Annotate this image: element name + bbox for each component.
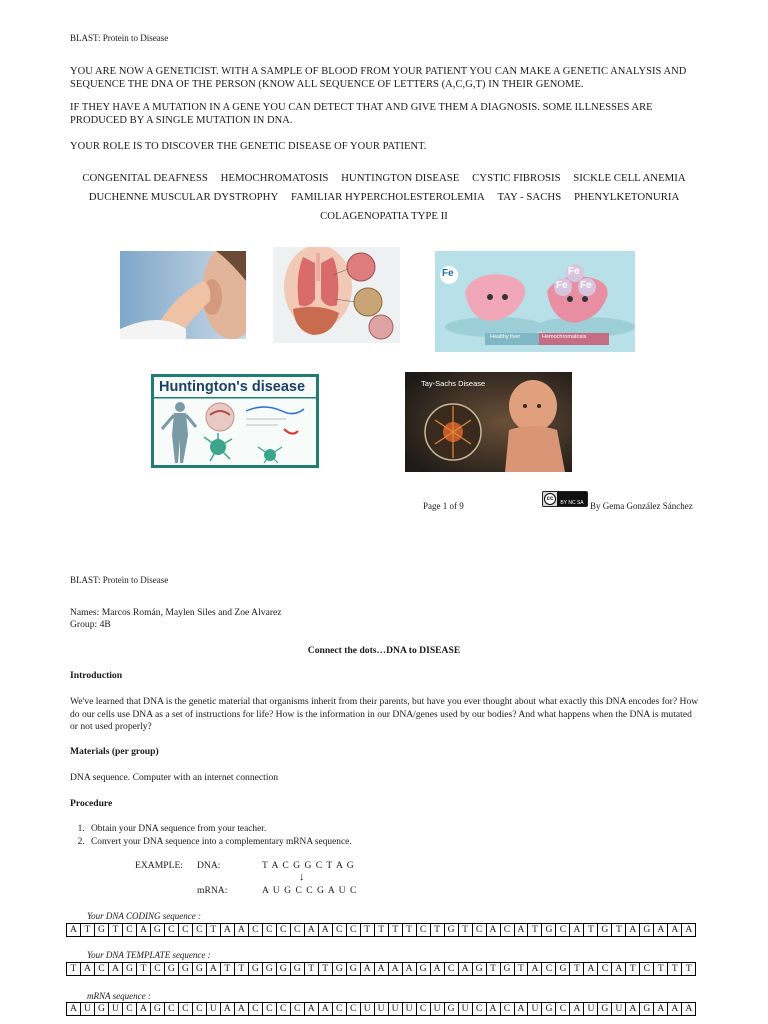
disease-item: PHENYLKETONURIA	[573, 191, 680, 203]
sequence-cell[interactable]: U	[81, 1003, 95, 1015]
sequence-cell[interactable]: T	[487, 963, 501, 975]
sequence-cell: C	[473, 924, 487, 936]
sequence-cell[interactable]: A	[375, 963, 389, 975]
sequence-cell: C	[123, 924, 137, 936]
hemochromatosis-label: Hemochromatosis	[542, 334, 587, 340]
sequence-cell[interactable]: T	[685, 963, 692, 974]
page-header: BLAST: Protein to Disease	[70, 33, 169, 43]
sequence-cell[interactable]: C	[95, 963, 109, 975]
tay-sachs-image	[405, 372, 572, 472]
procedure-step: 2. Convert your DNA sequence into a complementary mRNA sequence.	[87, 836, 352, 849]
huntington-image-title: Huntington's disease	[159, 379, 306, 395]
sequence-cell: T	[375, 924, 389, 936]
sequence-cell[interactable]: A	[487, 1003, 501, 1015]
template-sequence-label: Your DNA TEMPLATE sequence :	[87, 950, 211, 960]
sequence-cell[interactable]: A	[431, 963, 445, 975]
sequence-cell[interactable]: C	[151, 963, 165, 975]
sequence-cell[interactable]: G	[640, 1003, 654, 1015]
disease-item: COLAGENOPATIA TYPE II	[320, 210, 448, 222]
sequence-cell[interactable]: C	[263, 1003, 277, 1015]
sequence-cell: C	[263, 924, 277, 936]
hemochromatosis-image	[435, 251, 635, 352]
sequence-cell[interactable]: U	[375, 1003, 389, 1015]
sequence-cell[interactable]: A	[137, 1003, 151, 1015]
example-dna-sequence: T A C G G C T A G	[262, 860, 355, 871]
sequence-cell: A	[221, 924, 235, 936]
sequence-cell: C	[347, 924, 361, 936]
mrna-sequence-label: mRNA sequence :	[87, 991, 151, 1001]
page-header: BLAST: Protein to Disease	[70, 575, 169, 585]
healthy-liver-label: Healthy liver	[490, 334, 521, 340]
sequence-cell[interactable]: T	[654, 963, 668, 975]
sequence-cell: T	[81, 924, 95, 936]
sequence-cell[interactable]: A	[109, 963, 123, 975]
sequence-cell[interactable]: T	[67, 963, 81, 975]
sequence-cell: C	[556, 924, 570, 936]
fe-label: Fe	[580, 280, 592, 291]
sequence-cell[interactable]: C	[277, 1003, 291, 1015]
sequence-cell: G	[445, 924, 459, 936]
example-dna-label: DNA:	[197, 860, 221, 871]
materials-text: DNA sequence. Computer with an internet connection	[70, 772, 279, 783]
sequence-cell[interactable]: G	[333, 963, 347, 975]
sequence-cell[interactable]: G	[193, 963, 207, 975]
group-label: Group: 4B	[70, 619, 111, 630]
sequence-cell[interactable]: U	[528, 1003, 542, 1015]
coding-sequence-row	[66, 923, 696, 937]
sequence-cell: G	[640, 924, 654, 936]
disease-list-row-1	[70, 172, 698, 184]
disease-item: FAMILIAR HYPERCHOLESTEROLEMIA	[290, 191, 485, 203]
sequence-cell[interactable]: A	[221, 1003, 235, 1015]
sequence-cell: C	[291, 924, 305, 936]
fe-label: Fe	[442, 268, 454, 279]
disease-item: TAY - SACHS	[497, 191, 562, 203]
sequence-cell[interactable]: A	[528, 963, 542, 975]
sequence-cell[interactable]: G	[291, 963, 305, 975]
sequence-cell[interactable]: U	[207, 1003, 221, 1015]
coding-sequence-label: Your DNA CODING sequence :	[87, 911, 201, 921]
sequence-cell[interactable]: T	[319, 963, 333, 975]
disease-list-row-2	[70, 191, 698, 203]
sequence-cell[interactable]: U	[584, 1003, 598, 1015]
sequence-cell[interactable]: C	[473, 1003, 487, 1015]
disease-item: DUCHENNE MUSCULAR DYSTROPHY	[88, 191, 279, 203]
author-credit: By Gema González Sánchez	[590, 501, 693, 511]
sequence-cell[interactable]: C	[249, 1003, 263, 1015]
sequence-cell[interactable]: G	[179, 963, 193, 975]
sequence-cell: A	[319, 924, 333, 936]
sequence-cell[interactable]: G	[347, 963, 361, 975]
sequence-cell: A	[515, 924, 529, 936]
activity-title: Connect the dots…DNA to DISEASE	[307, 645, 461, 656]
sequence-cell: T	[584, 924, 598, 936]
sequence-cell: C	[193, 924, 207, 936]
cc-by-nc-sa-icon: cc BY NC SA	[542, 491, 588, 507]
sequence-cell[interactable]: T	[221, 963, 235, 975]
sequence-cell[interactable]: C	[556, 1003, 570, 1015]
sequence-cell[interactable]: T	[626, 963, 640, 975]
sequence-cell[interactable]: G	[151, 1003, 165, 1015]
intro-paragraph-3: YOUR ROLE IS TO DISCOVER THE GENETIC DISEASE OF YOUR PATIENT.	[70, 141, 427, 152]
sequence-cell[interactable]: C	[179, 1003, 193, 1015]
sequence-cell[interactable]: G	[542, 1003, 556, 1015]
sequence-cell[interactable]: A	[207, 963, 221, 975]
cystic-fibrosis-anatomy-image	[273, 247, 400, 343]
template-sequence-row[interactable]	[66, 962, 696, 976]
fe-label: Fe	[568, 266, 580, 277]
sequence-cell[interactable]: G	[123, 963, 137, 975]
sequence-cell[interactable]: G	[445, 1003, 459, 1015]
sequence-cell[interactable]: T	[668, 963, 682, 975]
intro-paragraph-2: IF THEY HAVE A MUTATION IN A GENE YOU CAN DETECT THAT AND GIVE THEM A DIAGNOSIS. SOME ILLNESSES ARE PRODUCED BY A SINGLE MUTATION IN DNA.	[70, 102, 653, 126]
sequence-cell[interactable]: C	[333, 1003, 347, 1015]
sequence-cell[interactable]: C	[598, 963, 612, 975]
sequence-cell[interactable]: A	[626, 1003, 640, 1015]
disease-item: HEMOCHROMATOSIS	[220, 172, 329, 184]
sequence-cell[interactable]: G	[556, 963, 570, 975]
deafness-ear-image	[120, 251, 246, 339]
sequence-cell: C	[249, 924, 263, 936]
disease-item: CONGENITAL DEAFNESS	[82, 172, 208, 184]
sequence-cell: G	[95, 924, 109, 936]
sequence-cell[interactable]: A	[515, 1003, 529, 1015]
disease-item: HUNTINGTON DISEASE	[341, 172, 460, 184]
procedure-heading: Procedure	[70, 798, 113, 809]
introduction-heading: Introduction	[70, 670, 123, 681]
sequence-cell[interactable]: C	[193, 1003, 207, 1015]
sequence-cell: A	[137, 924, 151, 936]
sequence-cell: T	[612, 924, 626, 936]
sequence-cell: A	[570, 924, 584, 936]
sequence-cell[interactable]: A	[459, 963, 473, 975]
sequence-cell: G	[151, 924, 165, 936]
sequence-cell[interactable]: A	[81, 963, 95, 975]
sequence-cell: A	[654, 924, 668, 936]
sequence-cell: G	[598, 924, 612, 936]
sequence-cell[interactable]: T	[137, 963, 151, 975]
sequence-cell[interactable]: C	[165, 1003, 179, 1015]
sequence-cell[interactable]: A	[612, 963, 626, 975]
sequence-cell: T	[361, 924, 375, 936]
sequence-cell[interactable]: G	[473, 963, 487, 975]
sequence-cell[interactable]: A	[668, 1003, 682, 1015]
sequence-cell[interactable]: C	[445, 963, 459, 975]
sequence-cell: T	[431, 924, 445, 936]
sequence-cell: G	[542, 924, 556, 936]
procedure-step: 1. Obtain your DNA sequence from your teacher.	[87, 823, 352, 836]
sequence-cell[interactable]: A	[654, 1003, 668, 1015]
sequence-cell: T	[459, 924, 473, 936]
fe-label: Fe	[556, 280, 568, 291]
sequence-cell[interactable]: T	[515, 963, 529, 975]
sequence-cell: A	[668, 924, 682, 936]
sequence-cell[interactable]: U	[389, 1003, 403, 1015]
disease-item: SICKLE CELL ANEMIA	[573, 172, 686, 184]
sequence-cell[interactable]: A	[305, 1003, 319, 1015]
sequence-cell[interactable]: G	[598, 1003, 612, 1015]
sequence-cell: A	[235, 924, 249, 936]
example-mrna-sequence: A U G C C G A U C	[262, 885, 358, 896]
sequence-cell[interactable]: T	[305, 963, 319, 975]
disease-list-row-3	[70, 210, 698, 222]
tay-sachs-image-title: Tay-Sachs Disease	[421, 379, 486, 388]
sequence-cell[interactable]: A	[389, 963, 403, 975]
sequence-cell: A	[487, 924, 501, 936]
sequence-cell: C	[165, 924, 179, 936]
sequence-cell: A	[626, 924, 640, 936]
sequence-cell[interactable]: T	[570, 963, 584, 975]
sequence-cell[interactable]: U	[361, 1003, 375, 1015]
sequence-cell: T	[528, 924, 542, 936]
mrna-sequence-row[interactable]	[66, 1002, 696, 1016]
sequence-cell: T	[109, 924, 123, 936]
sequence-cell[interactable]: U	[459, 1003, 473, 1015]
sequence-cell[interactable]: U	[431, 1003, 445, 1015]
materials-heading: Materials (per group)	[70, 746, 159, 757]
sequence-cell[interactable]: C	[291, 1003, 305, 1015]
sequence-cell[interactable]: T	[235, 963, 249, 975]
sequence-cell[interactable]: C	[542, 963, 556, 975]
sequence-cell[interactable]: C	[417, 1003, 431, 1015]
sequence-cell[interactable]: G	[263, 963, 277, 975]
sequence-cell: A	[305, 924, 319, 936]
arrow-down-icon: ↓	[299, 871, 305, 883]
introduction-text: We've learned that DNA is the genetic material that organisms inherit from their parents, but have you ever thought about what exactly this DNA encodes for? How do our cells use DNA as a set of instructions for life? How is the information in our DNA/genes used by our bodies? And what happens when the DNA is mutated or not used properly?	[70, 696, 699, 732]
sequence-cell[interactable]: A	[67, 1003, 81, 1015]
sequence-cell: T	[389, 924, 403, 936]
sequence-cell: C	[179, 924, 193, 936]
sequence-cell[interactable]: A	[570, 1003, 584, 1015]
sequence-cell: C	[277, 924, 291, 936]
sequence-cell[interactable]: C	[501, 1003, 515, 1015]
procedure-steps	[87, 823, 352, 848]
sequence-cell[interactable]: A	[403, 963, 417, 975]
sequence-cell: A	[67, 924, 81, 936]
student-names: Names: Marcos Román, Maylen Siles and Zoe Alvarez	[70, 607, 282, 618]
sequence-cell: C	[501, 924, 515, 936]
sequence-cell[interactable]: U	[403, 1003, 417, 1015]
sequence-cell[interactable]: G	[95, 1003, 109, 1015]
page-number: Page 1 of 9	[423, 501, 464, 511]
sequence-cell[interactable]: C	[347, 1003, 361, 1015]
sequence-cell[interactable]: G	[417, 963, 431, 975]
sequence-cell[interactable]: U	[612, 1003, 626, 1015]
sequence-cell[interactable]: G	[165, 963, 179, 975]
sequence-cell: A	[685, 924, 693, 935]
sequence-cell[interactable]: C	[640, 963, 654, 975]
sequence-cell: T	[207, 924, 221, 936]
sequence-cell: C	[333, 924, 347, 936]
sequence-cell[interactable]: C	[123, 1003, 137, 1015]
sequence-cell[interactable]: G	[277, 963, 291, 975]
sequence-cell[interactable]: A	[584, 963, 598, 975]
sequence-cell[interactable]: G	[501, 963, 515, 975]
sequence-cell[interactable]: A	[235, 1003, 249, 1015]
intro-paragraph-1: YOU ARE NOW A GENETICIST. WITH A SAMPLE OF BLOOD FROM YOUR PATIENT YOU CAN MAKE A GENETIC ANALYSIS AND SEQUENCE THE DNA OF THE PERSON (KNOW ALL SEQUENCE OF LETTERS (A,C,G,T) IN THEIR GENOME.	[70, 66, 687, 90]
example-mrna-label: mRNA:	[197, 885, 228, 896]
huntington-disease-image	[151, 374, 319, 468]
disease-item: CYSTIC FIBROSIS	[472, 172, 561, 184]
sequence-cell[interactable]: A	[361, 963, 375, 975]
sequence-cell[interactable]: U	[109, 1003, 123, 1015]
sequence-cell[interactable]: A	[685, 1003, 693, 1014]
sequence-cell: C	[417, 924, 431, 936]
sequence-cell[interactable]: A	[319, 1003, 333, 1015]
sequence-cell[interactable]: G	[249, 963, 263, 975]
example-label: EXAMPLE:	[135, 860, 183, 871]
sequence-cell: T	[403, 924, 417, 936]
